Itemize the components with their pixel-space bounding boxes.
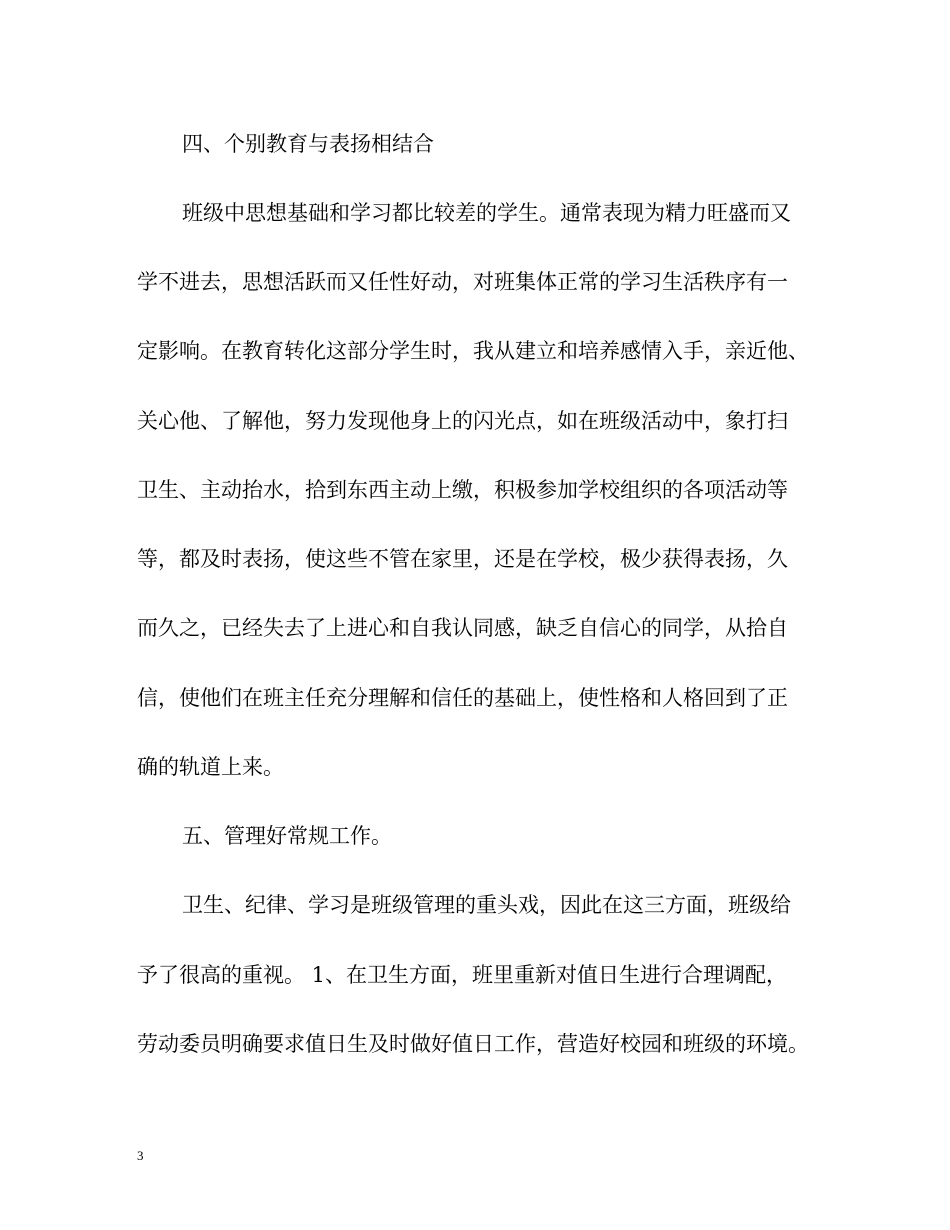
paragraph-line: 予了很高的重视。 1、在卫生方面，班里重新对值日生进行合理调配， — [137, 963, 788, 987]
paragraph-line: 卫生、主动抬水，拾到东西主动上缴，积极参加学校组织的各项活动等 — [137, 478, 788, 502]
paragraph-line: 卫生、纪律、学习是班级管理的重头戏，因此在这三方面，班级给 — [182, 893, 791, 917]
paragraph-line: 确的轨道上来。 — [137, 755, 284, 779]
paragraph-line: 劳动委员明确要求值日生及时做好值日工作，营造好校园和班级的环境。 — [137, 1032, 809, 1056]
paragraph-line: 等，都及时表扬，使这些不管在家里，还是在学校，极少获得表扬，久 — [137, 547, 788, 571]
paragraph-line: 班级中思想基础和学习都比较差的学生。通常表现为精力旺盛而又 — [182, 201, 791, 225]
paragraph-line: 而久之，已经失去了上进心和自我认同感，缺乏自信心的同学，从拾自 — [137, 616, 788, 640]
section-heading-4: 四、个别教育与表扬相结合 — [182, 132, 434, 156]
paragraph-line: 定影响。在教育转化这部分学生时，我从建立和培养感情入手，亲近他、 — [137, 339, 809, 363]
section-heading-5: 五、管理好常规工作。 — [182, 824, 392, 848]
paragraph-line: 学不进去，思想活跃而又任性好动，对班集体正常的学习生活秩序有一 — [137, 270, 788, 294]
paragraph-line: 信，使他们在班主任充分理解和信任的基础上，使性格和人格回到了正 — [137, 686, 788, 710]
paragraph-line: 关心他、了解他，努力发现他身上的闪光点，如在班级活动中，象打扫 — [137, 409, 788, 433]
page-number: 3 — [137, 1148, 144, 1163]
